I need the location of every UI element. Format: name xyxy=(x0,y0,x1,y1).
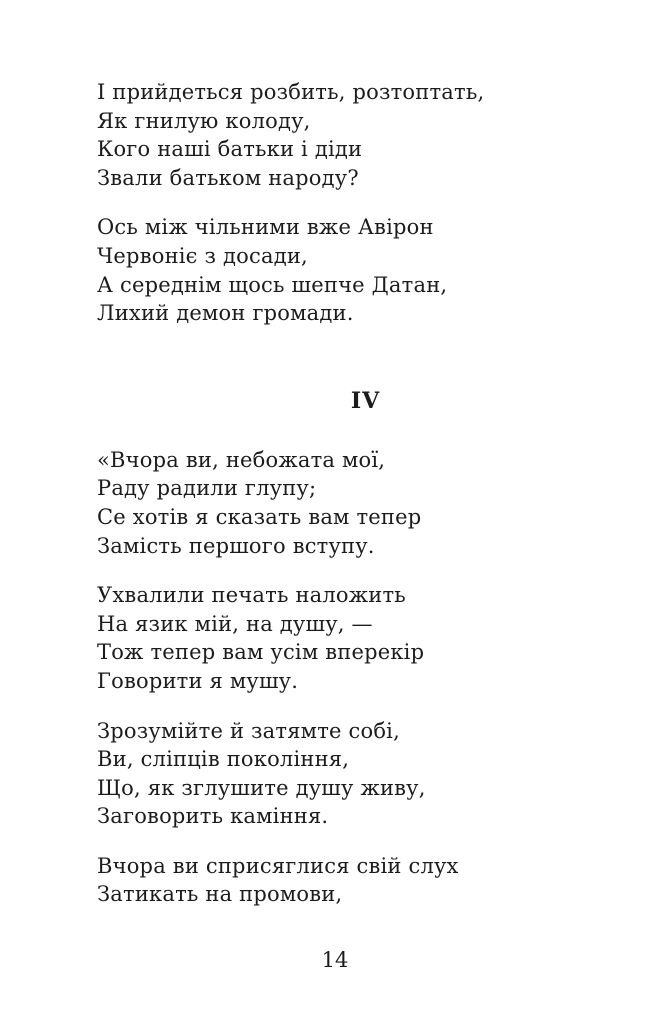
stanza xyxy=(97,581,618,695)
poem-line: Ви, сліпців покоління, xyxy=(97,747,350,772)
poem-line: Тож тепер вам усім вперекір xyxy=(97,640,425,665)
stanza xyxy=(97,78,618,192)
poem-line: Ось між чільними вже Авірон xyxy=(97,215,434,240)
stanza xyxy=(97,717,618,831)
poem-line: Раду радили глупу; xyxy=(97,476,317,501)
stanza xyxy=(97,852,618,909)
section-heading: IV xyxy=(350,387,381,414)
stanza xyxy=(97,213,618,327)
poem-line: «Вчора ви, небожата мої, xyxy=(97,447,386,472)
poem-line: Кого наші батьки і діди xyxy=(97,137,363,162)
poem-line: Ухвалили печать наложить xyxy=(97,583,406,608)
poem-line: Вчора ви сприсяглися свій слух xyxy=(97,853,459,878)
poem-line: Заговорить каміння. xyxy=(97,804,329,829)
poem-line: Се хотів я сказать вам тепер xyxy=(97,504,422,529)
poem-line: І прийдеться розбить, розтоптать, xyxy=(97,80,485,104)
poem-line: А середнім щось шепче Датан, xyxy=(97,272,448,297)
poem-line: Як гнилую колоду, xyxy=(97,108,311,133)
poem-line: Звали батьком народу? xyxy=(97,165,359,190)
poem-line: Говорити я мушу. xyxy=(97,668,299,693)
stanza xyxy=(97,446,618,560)
poem-line: Що, як зглушите душу живу, xyxy=(97,775,426,800)
poem-line: Затикать на промови, xyxy=(97,882,343,907)
poem-text-block xyxy=(97,78,618,930)
poem-line: Червоніє з досади, xyxy=(97,243,308,268)
poem-line: Замість першого вступу. xyxy=(97,533,375,558)
page-number: 14 xyxy=(321,948,349,972)
poem-line: Зрозумійте й затямте собі, xyxy=(97,718,400,743)
poem-line: Лихий демон громади. xyxy=(97,301,354,326)
poem-line: На язик мій, на душу, — xyxy=(97,611,373,636)
